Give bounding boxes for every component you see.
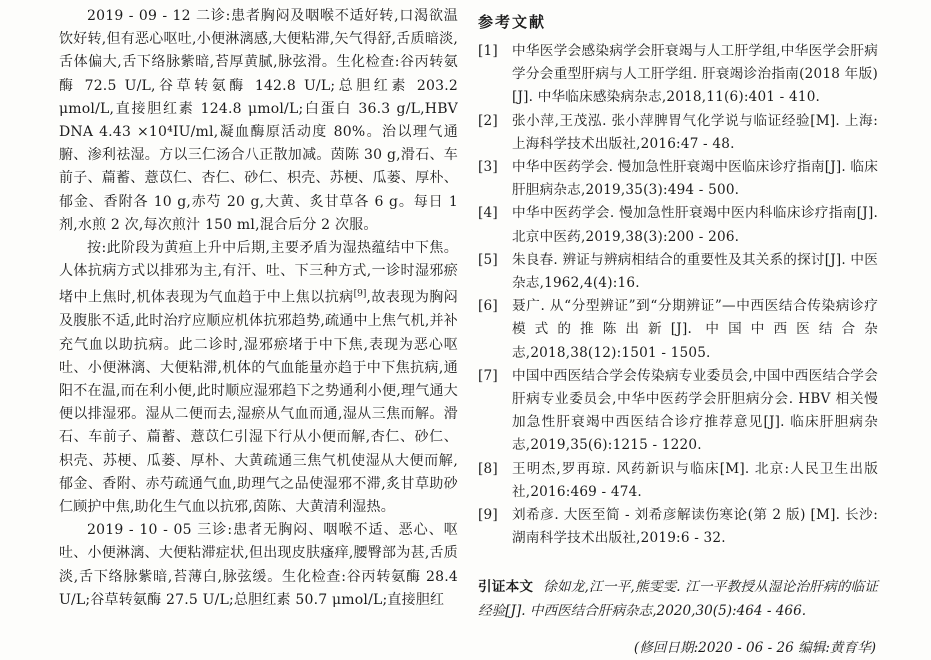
reference-number: [7] — [478, 367, 498, 384]
reference-number: [4] — [478, 205, 498, 222]
citation-text: 徐如龙,江一平,熊雯雯. 江一平教授从湿论治肝病的临证经验[J]. 中西医结合肝病杂志,2020,30(5):464 - 466. — [478, 579, 878, 619]
body-paragraph — [59, 237, 458, 519]
reference-number: [1] — [478, 43, 498, 59]
paragraph-text: 按:此阶段为黄疸上升中后期,主要矛盾为湿热蕴结中下焦。人体抗病方式以排邪为主,有汗、吐、下三种方式,一诊时湿邪瘀堵中上焦时,机体表现为气血趋于中上焦以抗病 — [59, 240, 458, 307]
reference-text: 朱良春. 辨证与辨病相结合的重要性及其关系的探讨[J]. 中医杂志,1962,4(4):16. — [512, 251, 878, 292]
reference-text: 中国中西医结合学会传染病专业委员会,中国中西医结合学会肝病专业委员会,中华中医药学会肝胆病分会. HBV 相关慢加急性肝衰竭中西医结合诊疗推荐意见[J]. 临床肝胆病杂志,2019,35(6):1215 - 1220. — [512, 367, 878, 454]
references-heading: 参考文献 — [478, 13, 547, 31]
reference-number: [3] — [478, 159, 498, 176]
reference-item — [478, 110, 878, 156]
revision-editor-note: (修回日期:2020 - 06 - 26 编辑:黄育华) — [633, 639, 876, 656]
reference-text: 聂广. 从“分型辨证”到“分期辨证”—中西医结合传染病诊疗模式的推陈出新[J]. 中国中西医结合杂志,2018,38(12):1501 - 1505. — [512, 298, 878, 361]
references-column — [478, 5, 878, 660]
reference-item — [478, 458, 878, 504]
body-paragraph — [59, 5, 458, 237]
reference-text: 中华中医药学会. 慢加急性肝衰竭中医临床诊疗指南[J]. 临床肝胆病杂志,2019,35(3):494 - 500. — [512, 159, 878, 199]
reference-number: [6] — [478, 298, 498, 315]
paragraph-text: 2019 - 09 - 12 二诊:患者胸闷及咽喉不适好转,口渴欲温饮好转,但有恶心呕吐,小便淋漓感,大便粘滞,矢气得舒,舌质暗淡,舌体偏大,舌下络脉紫暗,苔厚黄腻,脉弦滑。生化检查:谷丙转氨酶 72.5 U/L,谷草转氨酶 142.8 U/L;总胆红素 203.2 μmol/L,直接胆红素 124.8 μmol/L;白蛋白 36.3 g/L,HBV DNA 4.43 ×10⁴IU/ml,凝血酶原活动度 80%。治以理气通腑、渗利祛湿。方以三仁汤合八正散加减。茵陈 30 g,滑石、车前子、萹蓄、薏苡仁、杏仁、砂仁、枳壳、苏梗、瓜蒌、厚朴、郁金、香附各 10 g,赤芍 20 g,大黄、炙甘草各 6 g。每日 1 剂,水煎 2 次,每次煎汁 150 ml,混合后分 2 次服。 — [59, 8, 458, 233]
reference-text: 中华中医药学会. 慢加急性肝衰竭中医内科临床诊疗指南[J]. 北京中医药,2019,38(3):200 - 206. — [512, 205, 878, 245]
reference-item — [478, 504, 878, 550]
citation-label: 引证本文 — [478, 579, 534, 596]
paragraph-text: ,故表现为胸闷及腹胀不适,此时治疗应顺应机体抗邪趋势,疏通中上焦气机,并补充气血以助抗病。此二诊时,湿邪瘀堵于中下焦,表现为恶心呕吐、小便淋漓、大便粘滞,机体的气血能量亦趋于中下焦抗病,通阳不在温,而在利小便,此时顺应湿邪趋下之势通利小便,理气通大便以排湿邪。湿从二便而去,湿瘀从气血而通,湿从三焦而解。滑石、车前子、萹蓄、薏苡仁引湿下行从小便而解,杏仁、砂仁、枳壳、苏梗、瓜蒌、厚朴、大黄疏通三焦气机使湿从大便而解,郁金、香附、赤芍疏通气血,助理气之品使湿邪不滞,炙甘草助砂仁顾护中焦,助化生气血以抗邪,茵陈、大黄清利湿热。 — [59, 290, 458, 515]
reference-item — [478, 365, 878, 458]
reference-number: [2] — [478, 112, 498, 129]
reference-text: 刘希彦. 大医至简 - 刘希彦解读伤寒论(第 2 版) [M]. 长沙:湖南科学技术出版社,2019:6 - 32. — [512, 507, 878, 547]
citation-line — [478, 576, 878, 622]
paragraph-text: 2019 - 10 - 05 三诊:患者无胸闷、咽喉不适、恶心、呕吐、小便淋漓、大便粘滞症状,但出现皮肤瘙痒,腰臀部为甚,舌质淡,舌下络脉紫暗,苔薄白,脉弦缓。生化检查:谷丙转氨酶 28.4 U/L;谷草转氨酶 27.5 U/L;总胆红素 50.7 μmol/L;直接胆红 — [59, 522, 458, 608]
reference-text: 王明杰,罗再琼. 风药新识与临床[M]. 北京:人民卫生出版社,2016:469 - 474. — [512, 460, 878, 500]
reference-item — [478, 40, 878, 110]
reference-number: [5] — [478, 251, 498, 268]
reference-text: 张小萍,王茂泓. 张小萍脾胃气化学说与临证经验[M]. 上海:上海科学技术出版社,2016:47 - 48. — [512, 112, 878, 152]
reference-superscript: [9] — [353, 289, 367, 300]
article-body-column — [59, 5, 458, 612]
reference-item — [478, 202, 878, 248]
reference-item — [478, 156, 878, 202]
references-list — [478, 40, 878, 550]
reference-text: 中华医学会感染病学会肝衰竭与人工肝学组,中华医学会肝病学分会重型肝病与人工肝学组. 肝衰竭诊治指南(2018 年版) [J]. 中华临床感染病杂志,2018,11(6):401 - 410. — [512, 43, 878, 106]
reference-item — [478, 295, 878, 365]
reference-item — [478, 249, 878, 295]
body-paragraph — [59, 519, 458, 612]
reference-number: [9] — [478, 507, 498, 524]
reference-number: [8] — [478, 460, 498, 477]
